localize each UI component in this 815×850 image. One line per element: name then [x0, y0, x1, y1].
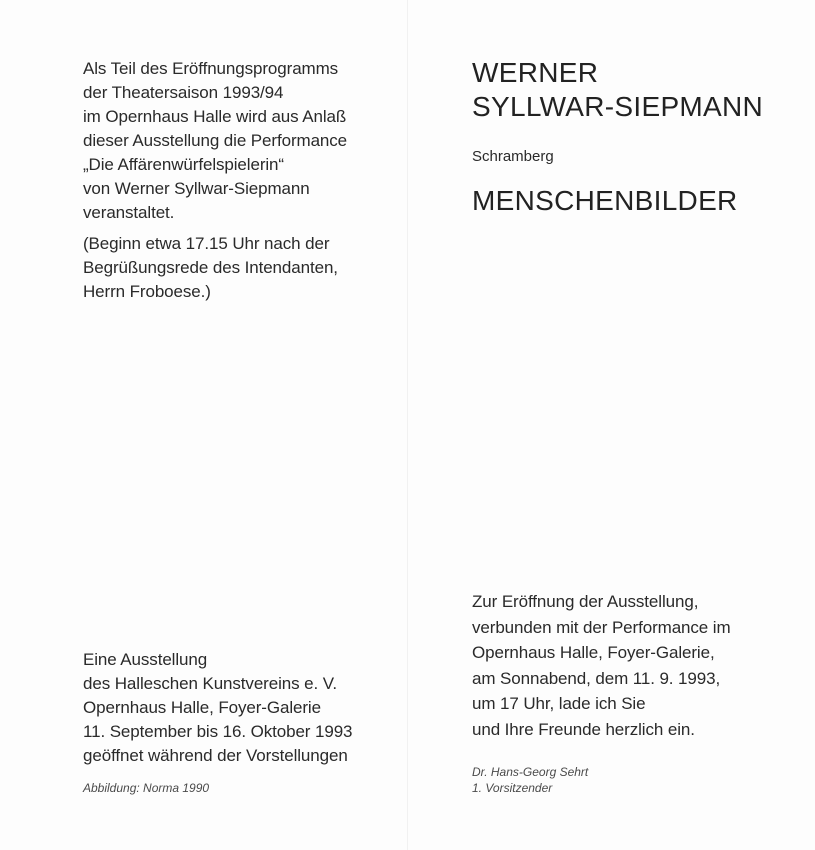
timing-note — [83, 232, 338, 304]
invitation-line: um 17 Uhr, lade ich Sie — [472, 694, 646, 713]
program-note-line: von Werner Syllwar-Siepmann — [83, 179, 310, 198]
artist-name-line: WERNER — [472, 57, 599, 88]
program-note-line: im Opernhaus Halle wird aus Anlaß — [83, 107, 347, 126]
timing-note-line: Herrn Froboese.) — [83, 282, 211, 301]
exhibition-info-line: Eine Ausstellung — [83, 650, 208, 669]
program-note-line: der Theatersaison 1993/94 — [83, 83, 284, 102]
invitation-line: verbunden mit der Performance im — [472, 617, 731, 637]
program-note-line: veranstaltet. — [83, 203, 175, 222]
exhibition-info-line: geöffnet während der Vorstellungen — [83, 746, 348, 765]
image-credit-text: Abbildung: Norma 1990 — [83, 781, 210, 795]
exhibition-title-text: MENSCHENBILDER — [472, 185, 738, 216]
image-credit — [83, 780, 209, 796]
program-note — [83, 57, 347, 225]
signatory-role: 1. Vorsitzender — [472, 781, 553, 795]
artist-name-line: SYLLWAR-SIEPMANN — [472, 91, 764, 122]
invitation-line: Zur Eröffnung der Ausstellung, — [472, 592, 699, 611]
signatory — [472, 764, 588, 796]
program-note-line: Als Teil des Eröffnungsprogramms — [83, 59, 339, 78]
artist-location-text: Schramberg — [472, 148, 554, 165]
invitation-line: Opernhaus Halle, Foyer-Galerie, — [472, 643, 715, 662]
signatory-name: Dr. Hans-Georg Sehrt — [472, 765, 589, 779]
program-note-line: dieser Ausstellung die Performance — [83, 131, 348, 150]
timing-note-line: (Beginn etwa 17.15 Uhr nach der — [83, 234, 330, 253]
exhibition-info-line: des Halleschen Kunstvereins e. V. — [83, 674, 338, 693]
invitation-line: am Sonnabend, dem 11. 9. 1993, — [472, 668, 721, 688]
exhibition-info — [83, 648, 352, 768]
exhibition-info-line: 11. September bis 16. Oktober 1993 — [83, 722, 353, 741]
artist-name — [472, 56, 763, 124]
timing-note-line: Begrüßungsrede des Intendanten, — [83, 258, 338, 277]
program-note-line: „Die Affärenwürfelspielerin“ — [83, 155, 284, 174]
invitation-line: und Ihre Freunde herzlich ein. — [472, 719, 695, 739]
artist-location — [472, 147, 554, 167]
exhibition-title — [472, 184, 738, 218]
page-fold — [407, 0, 408, 850]
exhibition-info-line: Opernhaus Halle, Foyer-Galerie — [83, 698, 321, 717]
invitation-text — [472, 589, 731, 742]
